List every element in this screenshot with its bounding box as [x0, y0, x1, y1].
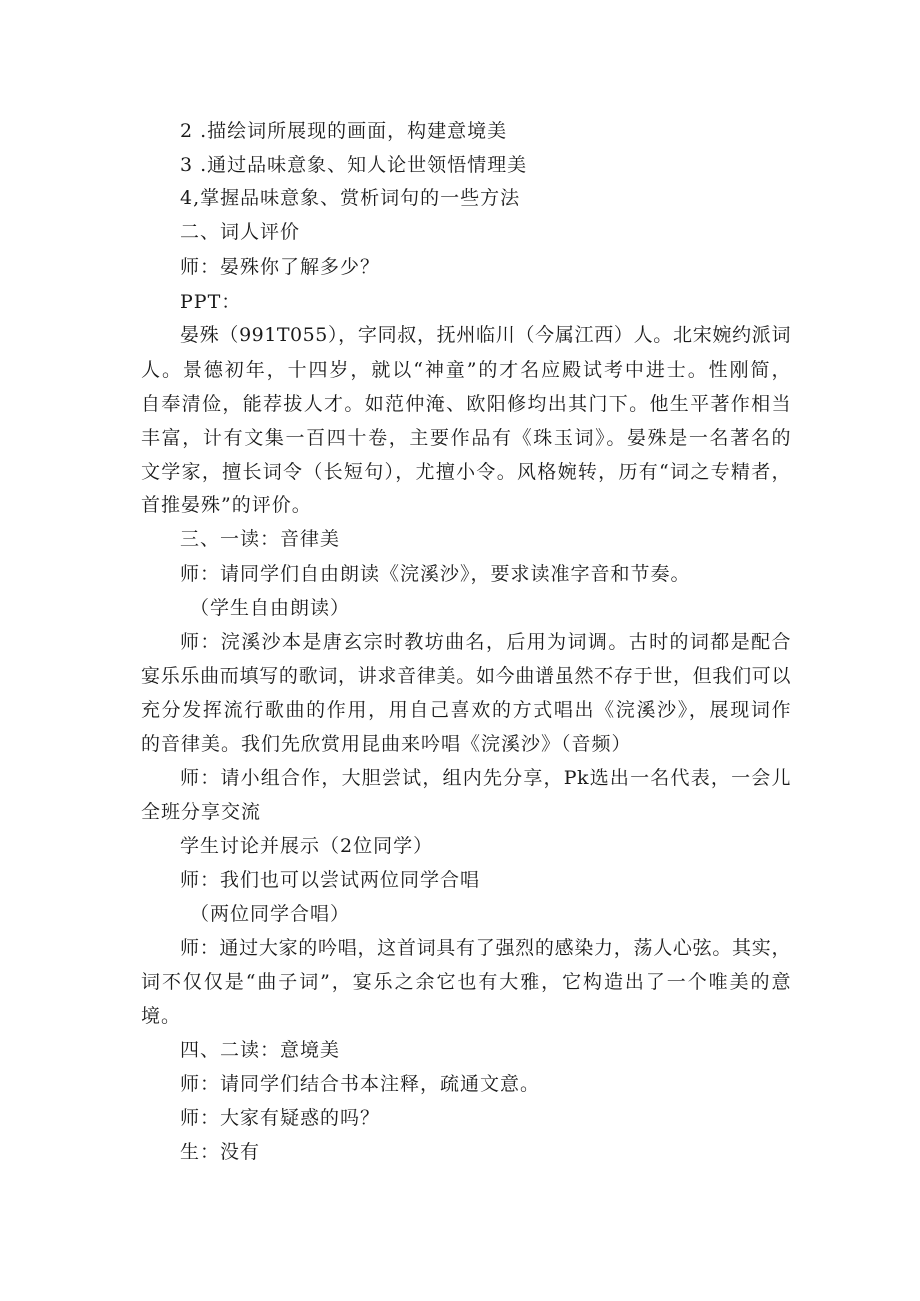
bio-line-6: 首推晏殊”的评价。: [141, 494, 312, 516]
bio-line-3: 自奉清俭，能荐拔人才。如范仲淹、欧阳修均出其门下。他生平著作相当: [141, 393, 791, 415]
section-heading-3: 三、一读：音律美: [180, 528, 341, 550]
bio-line-5: 文学家，擅长词令（长短句），尤擅小令。风格婉转，历有“词之专精者，: [141, 461, 791, 483]
teacher-para-1-line-4: 的音律美。我们先欣赏用昆曲来吟唱《浣溪沙》（音频）: [141, 733, 632, 755]
student-line: 生：没有: [180, 1141, 261, 1163]
bio-line-2: 人。景德初年，十四岁，就以“神童”的才名应殿试考中进士。性刚简，: [141, 359, 791, 381]
teacher-para-1-line-3: 充分发挥流行歌曲的作用，用自己喜欢的方式唱出《浣溪沙》，展现词作: [141, 699, 791, 721]
teacher-para-3-line-2: 词不仅仅是“曲子词”，宴乐之余它也有大雅，它构造出了一个唯美的意: [141, 971, 791, 993]
student-action: 学生讨论并展示（2位同学）: [180, 835, 434, 857]
student-action: （学生自由朗读）: [190, 597, 351, 619]
ppt-label: PPT：: [180, 291, 242, 313]
teacher-line: 师：我们也可以尝试两位同学合唱: [180, 869, 481, 891]
teacher-line: 师：请同学们结合书本注释，疏通文意。: [180, 1073, 541, 1095]
teacher-para-3-line-1: 师：通过大家的吟唱，这首词具有了强烈的感染力，荡人心弦。其实，: [180, 937, 791, 959]
teacher-para-3-line-3: 境。: [141, 1005, 182, 1027]
section-heading-4: 四、二读：意境美: [180, 1039, 341, 1061]
teacher-para-2-line-2: 全班分享交流: [141, 801, 262, 823]
objective-3: 3 .通过品味意象、知人论世领悟情理美: [180, 154, 528, 176]
student-action: （两位同学合唱）: [190, 903, 351, 925]
teacher-line: 师：大家有疑惑的吗？: [180, 1107, 381, 1129]
objective-4: 4,掌握品味意象、赏析词句的一些方法: [180, 187, 521, 209]
section-heading-2: 二、词人评价: [180, 221, 301, 243]
bio-line-1: 晏殊（991T055），字同叔，抚州临川（今属江西）人。北宋婉约派词: [180, 324, 791, 346]
teacher-para-2-line-1: 师：请小组合作，大胆尝试，组内先分享，Pk选出一名代表，一会儿: [180, 767, 791, 789]
teacher-para-1-line-1: 师：浣溪沙本是唐玄宗时教坊曲名，后用为词调。古时的词都是配合: [180, 631, 791, 653]
bio-line-4: 丰富，计有文集一百四十卷，主要作品有《珠玉词》。晏殊是一名著名的: [141, 427, 791, 449]
teacher-para-1-line-2: 宴乐乐曲而填写的歌词，讲求音律美。如今曲谱虽然不存于世，但我们可以: [141, 665, 791, 687]
teacher-line: 师：请同学们自由朗读《浣溪沙》，要求读准字音和节奏。: [180, 563, 691, 585]
objective-2: 2 .描绘词所展现的画面，构建意境美: [180, 120, 508, 142]
teacher-line: 师：晏殊你了解多少？: [180, 256, 381, 278]
